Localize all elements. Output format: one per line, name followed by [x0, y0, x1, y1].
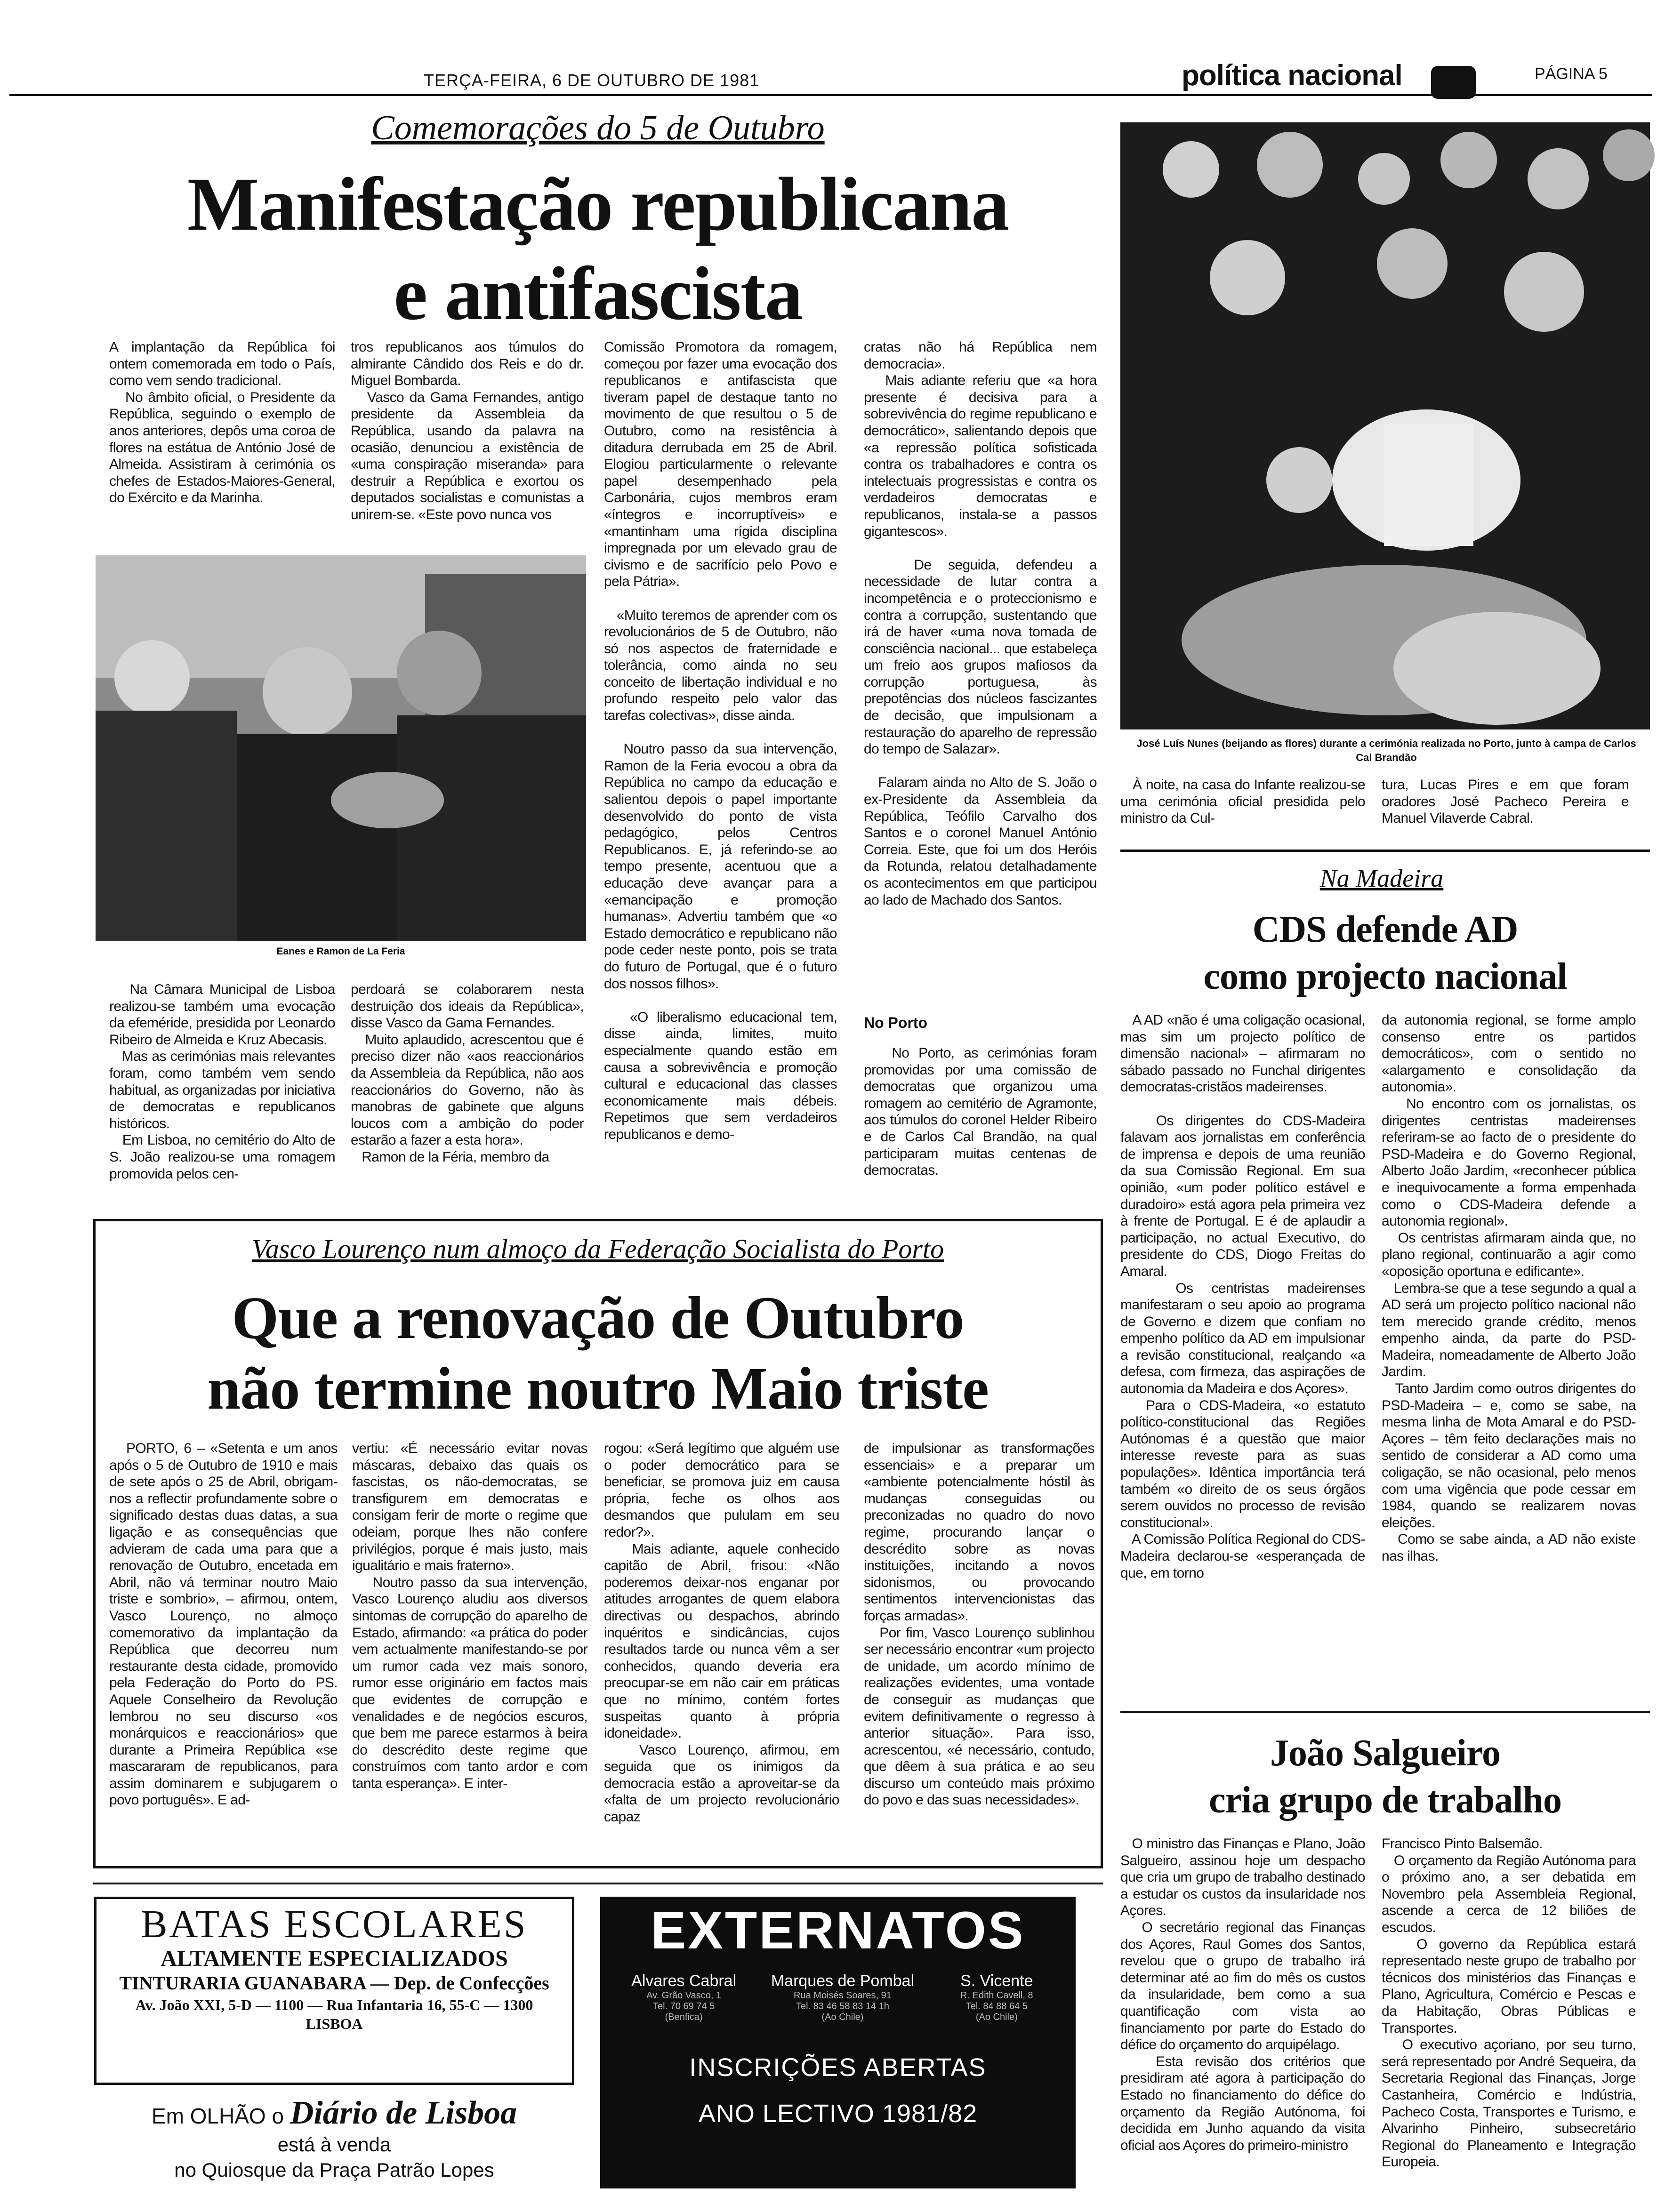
salgueiro-col1: O ministro das Finanças e Plano, João Salgueiro, assinou hoje um despacho que cria um grupo de trabalho destinado a estudar os custos da insularidade nos Açores. O secretário regional das Finanças dos Açores, Raul Gomes dos Santos, revelou que o grupo de trabalho irá determinar até ao fim do mês os custos da insularidade, bem como a sua quantificação com vista ao financiamento por parte do Estado do défice do orçamento do arquipélago. Esta revisão dos critérios que presidiram até agora à participação do Estado no financiamento do défice do orçamento da Região Autónoma, foi decidida em Junho aquando da visita oficial aos Açores do primeiro-ministro: [1120, 1836, 1365, 2153]
porto-night-col1: À noite, na casa do Infante realizou-se uma cerimónia oficial presidida pelo ministro da Cul-: [1120, 777, 1369, 826]
ads-top-rule: [93, 1883, 1103, 1884]
school-phone: Tel. 83 46 58 83 14 1h: [796, 2001, 889, 2012]
porto-night-col2: tura, Lucas Pires e em que foram oradores José Pacheco Pereira e Manuel Vilaverde Cabral.: [1382, 777, 1633, 826]
madeira-col2: da autonomia regional, se forme amplo consenso entre os partidos democráticos», com o sentido no «alargamento e consolidação da autonomia». No encontro com os jornalistas, os dirigentes centristas madeirenses referiram-se ao facto de o presidente do PSD-Madeira e do Governo Regional, Alberto João Jardim, «reconhecer pública e inequivocamente a forma empenhada como o CDS-Madeira defende a autonomia regional». Os centristas afirmaram ainda que, no plano regional, continuarão a agir como «oposição oportuna e edificante». Lembra-se que a tese segundo a qual a AD será um projecto político nacional não tem merecido grande crédito, menos empenho ainda, da parte do PSD-Madeira, nomeadamente de Alberto João Jardim. Tanto Jardim como outros dirigentes do PSD-Madeira – e, como se sabe, na mesma linha de Mota Amaral e do PSD-Açores – têm feito declarações mais no sentido de considerar a AD como uma coligação, se não ocasional, pelo menos com uma vigência que pode cessar em 1984, quando se realizarem novas eleições. Como se sabe ainda, a AD não existe nas ilhas.: [1382, 1012, 1636, 1564]
school-area: (Benfica): [665, 2012, 703, 2022]
school-area: (Ao Chile): [821, 2012, 864, 2022]
batas-subtitle: ALTAMENTE ESPECIALIZADOS: [161, 1946, 508, 1971]
eanes-photo-image: [96, 555, 586, 941]
externato-marques-de-pombal: [763, 1972, 923, 2023]
lourenco-headline-line1: Que a renovação de Outubro: [232, 1284, 964, 1351]
school-address: R. Edith Cavell, 8: [960, 1990, 1033, 2001]
madeira-headline-line2: como projecto nacional: [1203, 956, 1567, 997]
main-col4: cratas não há República nem democracia». Mais adiante referiu que «a hora presente é decisiva para a sobrevivência do regime republicano e democrático», salientando depois que «a repressão política sofisticada contra os trabalhadores e contra os intelectuais progressistas e contra os verdadeiros democratas e republicanos, instala-se a passos gigantescos». De seguida, defendeu a necessidade de lutar contra a incompetência e o proteccionismo e contra a corrupção, sustentando que irá de haver «uma nova tomada de consciência nacional... que estabeleça um freio aos grupos mafiosos da corrupção portuguesa, às prepotências dos núcleos fascizantes de decisão, que impulsionam a restauração do aparelho de repressão do tempo de Salazar». Falaram ainda no Alto de S. João o ex-Presidente da Assembleia da República, Teófilo Carvalho dos Santos e o coronel Manuel António Correia. Este, que foi um dos Heróis da Rotunda, relatou detalhadamente os acontecimentos em que participou ao lado de Machado dos Santos.: [864, 339, 1097, 908]
lourenco-headline-line2: não termine noutro Maio triste: [207, 1355, 989, 1422]
school-phone: Tel. 84 88 64 5: [965, 2001, 1028, 2012]
school-name: Alvares Cabral: [631, 1972, 737, 1990]
diario-logo: Diário de Lisboa: [290, 2095, 517, 2131]
right-column-rule-2: [1120, 1711, 1650, 1713]
externato-alvares-cabral: [609, 1972, 759, 2023]
main-col1-top: A implantação da República foi ontem comemorada em todo o País, como vem sendo tradicional. No âmbito oficial, o Presidente da República, seguindo o exemplo de anos anteriores, depôs uma coroa de flores na estátua de António José de Almeida. Assistiram à cerimónia os chefes de Estados-Maiores-General, do Exército e da Marinha.: [109, 339, 335, 506]
lourenco-col3: rogou: «Será legítimo que alguém use o poder democrático para se beneficiar, se promova juiz em causa própria, feche os olhos aos desmandos que pululam em seu redor?». Mais adiante, aquele conhecido capitão de Abril, frisou: «Não poderemos deixar-nos enganar por atitudes arrogantes de quem elabora directivas ou despachos, abrindo inquéritos e sindicâncias, cujos resultados tarde ou nunca vêm a ser conhecidos, quando deveria era preocupar-se em não cair em práticas que no mínimo, contém fortes suspeitas quanto à própria idoneidade». Vasco Lourenço, afirmou, em seguida que os inimigos da democracia estão a aproveitar-se da «falta de um projecto revolucionário capaz: [604, 1441, 839, 1825]
school-name: Marques de Pombal: [771, 1972, 915, 1990]
batas-business: TINTURARIA GUANABARA — Dep. de Confecções: [119, 1972, 549, 1994]
porto-photo-caption: José Luís Nunes (beijando as flores) durante a cerimónia realizada no Porto, junto à campa de Carlos Cal Brandão: [1136, 737, 1636, 763]
main-col3: Comissão Promotora da romagem, começou por fazer uma evocação dos republicanos e antifascista que tiveram papel de destaque tanto no movimento de que resultou o 5 de Outubro, como na resistência à ditadura derrubada em 25 de Abril. Elogiou particularmente o relevante papel desempenhado pela Carbonária, cujos membros eram «íntegros e incorruptíveis» e «mantinham uma rígida disciplina impregnada por um elevado grau de civismo e de sacrifício pelo Povo e pela Pátria». «Muito teremos de aprender com os revolucionários de 5 de Outubro, não só nos aspectos de fraternidade e tolerância, como ainda no seu conceito de libertação individual e no profundo respeito pelo valor das tarefas colectivas», disse ainda. Noutro passo da sua intervenção, Ramon de la Feria evocou a obra da República no campo da educação e salientou depois o papel importante desenvolvido do ponto de vista pedagógico, pelos Centros Republicanos. E, já referindo-se ao tempo presente, acentuou que a educação deve avançar para a «emancipação e promoção humanas». Advertiu também que «o Estado democrático e republicano não pode ceder neste ponto, pois se trata do futuro de Portugal, que é o futuro dos nossos filhos». «O liberalismo educacional tem, disse ainda, limites, muito especialmente quando estão em causa a sobrevivência e promoção cultural e educacional das classes economicamente mais débeis. Repetimos que sem verdadeiros republicanos e demo-: [604, 339, 837, 1142]
main-col2-bottom: perdoará se colaborarem nesta destruição dos ideais da República», disse Vasco da Gama Fernandes. Muito aplaudido, acrescentou que é preciso dizer não «aos reaccionários da Assembleia da República, não aos reaccionários do Governo, não às manobras de gabinete que alguns loucos com a ambição do poder estarão a fazer a esta hora». Ramon de la Féria, membro da: [351, 982, 584, 1165]
lourenco-col1: PORTO, 6 – «Setenta e um anos após o 5 de Outubro de 1910 e mais de sete após o 25 de Abril, obrigam-nos a reflectir profundamente sobre o significado destas duas datas, a sua ligação e as consequências que advieram de cada uma para que a renovação de Outubro, encetada em Abril, não vá terminar noutro Maio triste e sombrio», – afirmou, ontem, Vasco Lourenço, no almoço comemorativo da implantação da República que decorreu num restaurante desta cidade, promovido pela Federação do Porto do PS. Aquele Conselheiro da Revolução lembrou no seu discurso «os monárquicos e reaccionários» que durante a Primeira República «se mascararam de republicanos, para assim dominarem e subjugarem o povo português». E ad-: [109, 1441, 341, 1808]
salgueiro-headline-line1: João Salgueiro: [1270, 1732, 1500, 1774]
school-address: Rua Moisés Soares, 91: [794, 1990, 892, 2001]
batas-escolares-ad: [94, 1897, 574, 2085]
main-headline-line2: e antifascista: [394, 252, 802, 336]
page-number: PÁGINA 5: [1535, 65, 1608, 83]
externatos-title: EXTERNATOS: [651, 1901, 1025, 1960]
school-phone: Tel. 70 69 74 5: [653, 2001, 715, 2012]
diario-ad: [94, 2097, 574, 2205]
header-rule: [9, 94, 1652, 96]
batas-title: BATAS ESCOLARES: [141, 1902, 528, 1946]
madeira-kicker: Na Madeira: [1319, 864, 1444, 892]
madeira-headline-line1: CDS defende AD: [1252, 909, 1518, 950]
porto-ceremony-image: [1120, 122, 1650, 729]
diario-line3: no Quiosque da Praça Patrão Lopes: [174, 2159, 494, 2181]
externato-s-vicente: [926, 1972, 1067, 2023]
eanes-photo: [96, 555, 586, 941]
section-title: política nacional: [1182, 59, 1402, 92]
batas-address: Av. João XXI, 5-D — 1100 — Rua Infantaria 16, 55-C — 1300: [135, 1996, 533, 2013]
main-col1-bottom: Na Câmara Municipal de Lisboa realizou-se também uma evocação da efeméride, presidida por Leonardo Ribeiro de Almeida e Kruz Abecasis. Mas as cerimónias mais relevantes foram, como também vem sendo habitual, as organizadas por iniciativa de democratas e republicanos históricos. Em Lisboa, no cemitério do Alto de S. João realizou-se uma romagem promovida pelos cen-: [109, 982, 335, 1182]
porto-ceremony-photo: [1120, 122, 1650, 729]
eanes-photo-caption: Eanes e Ramon de La Feria: [276, 946, 405, 957]
diario-line2: está à venda: [277, 2133, 391, 2156]
porto-subhead: No Porto: [864, 1014, 928, 1031]
lourenco-kicker: Vasco Lourenço num almoço da Federação Socialista do Porto: [251, 1234, 944, 1264]
main-kicker: Comemorações do 5 de Outubro: [371, 109, 825, 147]
lourenco-col4: de impulsionar as transformações essenciais» e a preparar um «ambiente potencialmente hóstil às mudanças conseguidas ou preconizadas no quadro do novo regime, procurando lançar o descrédito sobre as novas instituições, incitando a novos sidonismos, ou provocando sentimentos intervencionistas das forças armadas». Por fim, Vasco Lourenço sublinhou ser necessário encontrar «um projecto de unidade, um acordo mínimo de realizações evidentes, uma vontade de conseguir as mudanças que evitem definitivamente o regresso à anterior situação». Para isso, acrescentou, «é necessário, contudo, que dêem à sua prática e ao seu discurso um conteúdo mais próximo do povo e das suas necessidades».: [864, 1441, 1094, 1808]
main-col2-top: tros republicanos aos túmulos do almirante Cândido dos Reis e do dr. Miguel Bombarda. Vasco da Gama Fernandes, antigo presidente da Assembleia da República, usando da palavra na ocasião, denunciou a existência de «uma conspiração miseranda» para destruir a República e exortou os deputados socialistas e comunistas a unirem-se. «Este povo nunca vos: [351, 339, 584, 522]
diario-prefix: Em OLHÃO o: [151, 2104, 284, 2128]
school-area: (Ao Chile): [975, 2012, 1018, 2022]
right-column-rule-1: [1120, 850, 1650, 852]
externatos-ad: [600, 1897, 1076, 2188]
porto-text: No Porto, as cerimónias foram promovidas por uma comissão de democratas que organizou uma romagem ao cemitério de Agramonte, aos túmulos do coronel Helder Ribeiro e de Carlos Cal Brandão, na qual participaram muitas centenas de democratas.: [864, 1045, 1101, 1178]
page-date: TERÇA-FEIRA, 6 DE OUTUBRO DE 1981: [424, 71, 760, 90]
school-name: S. Vicente: [960, 1972, 1033, 1990]
main-headline-line1: Manifestação republicana: [187, 162, 1009, 247]
externatos-year: ANO LECTIVO 1981/82: [698, 2100, 978, 2128]
salgueiro-headline-line2: cria grupo de trabalho: [1208, 1779, 1562, 1821]
school-address: Av. Grão Vasco, 1: [646, 1990, 722, 2001]
externatos-enrollment: INSCRIÇÕES ABERTAS: [689, 2053, 987, 2082]
salgueiro-col2: Francisco Pinto Balsemão. O orçamento da Região Autónoma para o próximo ano, a ser debatida em Novembro pela Assembleia Regional, ascende a cerca de 12 biliões de escudos. O governo da República estará representado neste grupo de trabalho por técnicos dos ministérios das Finanças e Plano, Agricultura, Comércio e Pescas e da Habitação, Obras Públicas e Transportes. O executivo açoriano, por seu turno, será representado por André Sequeira, da Secretaria Regional das Finanças, Jorge Castanheira, Comércio e Indústria, Pacheco Costa, Transportes e Turismo, e Alvarinho Pinheiro, subsecretário Regional do Planeamento e Integração Europeia.: [1382, 1836, 1636, 2170]
lourenco-col2: vertiu: «É necessário evitar novas máscaras, debaixo das quais os fascistas, os não-democratas, se transfigurem em democratas e consigam ferir de morte o regime que odeiam, porque lhes não confere privilégios, porque é mais justo, mais igualitário e mais fraterno». Noutro passo da sua intervenção, Vasco Lourenço aludiu aos diversos sintomas de corrupção do aparelho de Estado, afirmando: «a prática do poder vem actualmente manifestando-se por um rumor cada vez mais sonoro, rumor esse originário em factos mais que evidentes de corrupção e venalidades e de negócios escuros, que bem me parece estarmos à beira do descrédito deste regime que construímos com tanto ardor e com tanta esperança». E inter-: [352, 1441, 587, 1791]
madeira-col1: A AD «não é uma coligação ocasional, mas sim um projecto político de dimensão nacional» – afirmaram no sábado passado no Funchal dirigentes democratas-cristãos madeirenses. Os dirigentes do CDS-Madeira falavam aos jornalistas em conferência de imprensa e depois de uma reunião da sua Comissão Regional. Em sua opinião, «um poder político estável e duradoiro» está agora pela primeira vez à frente de Portugal. E é de aplaudir a participação, no actual Executivo, do presidente do CDS, Diogo Freitas do Amaral. Os centristas madeirenses manifestaram o seu apoio ao programa de Governo e dizem que confiam no empenho político da AD em impulsionar a revisão constitucional, realçando «a defesa, com firmeza, das aspirações de autonomia da Madeira e dos Açores». Para o CDS-Madeira, «o estatuto político-constitucional das Regiões Autónomas é a questão que maior interesse reveste para as suas populações». Idêntica importância terá também «o direito de os seus órgãos serem ouvidos no processo de revisão constitucional». A Comissão Política Regional do CDS-Madeira declarou-se «esperançada de que, em torno: [1120, 1012, 1365, 1581]
batas-city: LISBOA: [306, 2015, 363, 2032]
